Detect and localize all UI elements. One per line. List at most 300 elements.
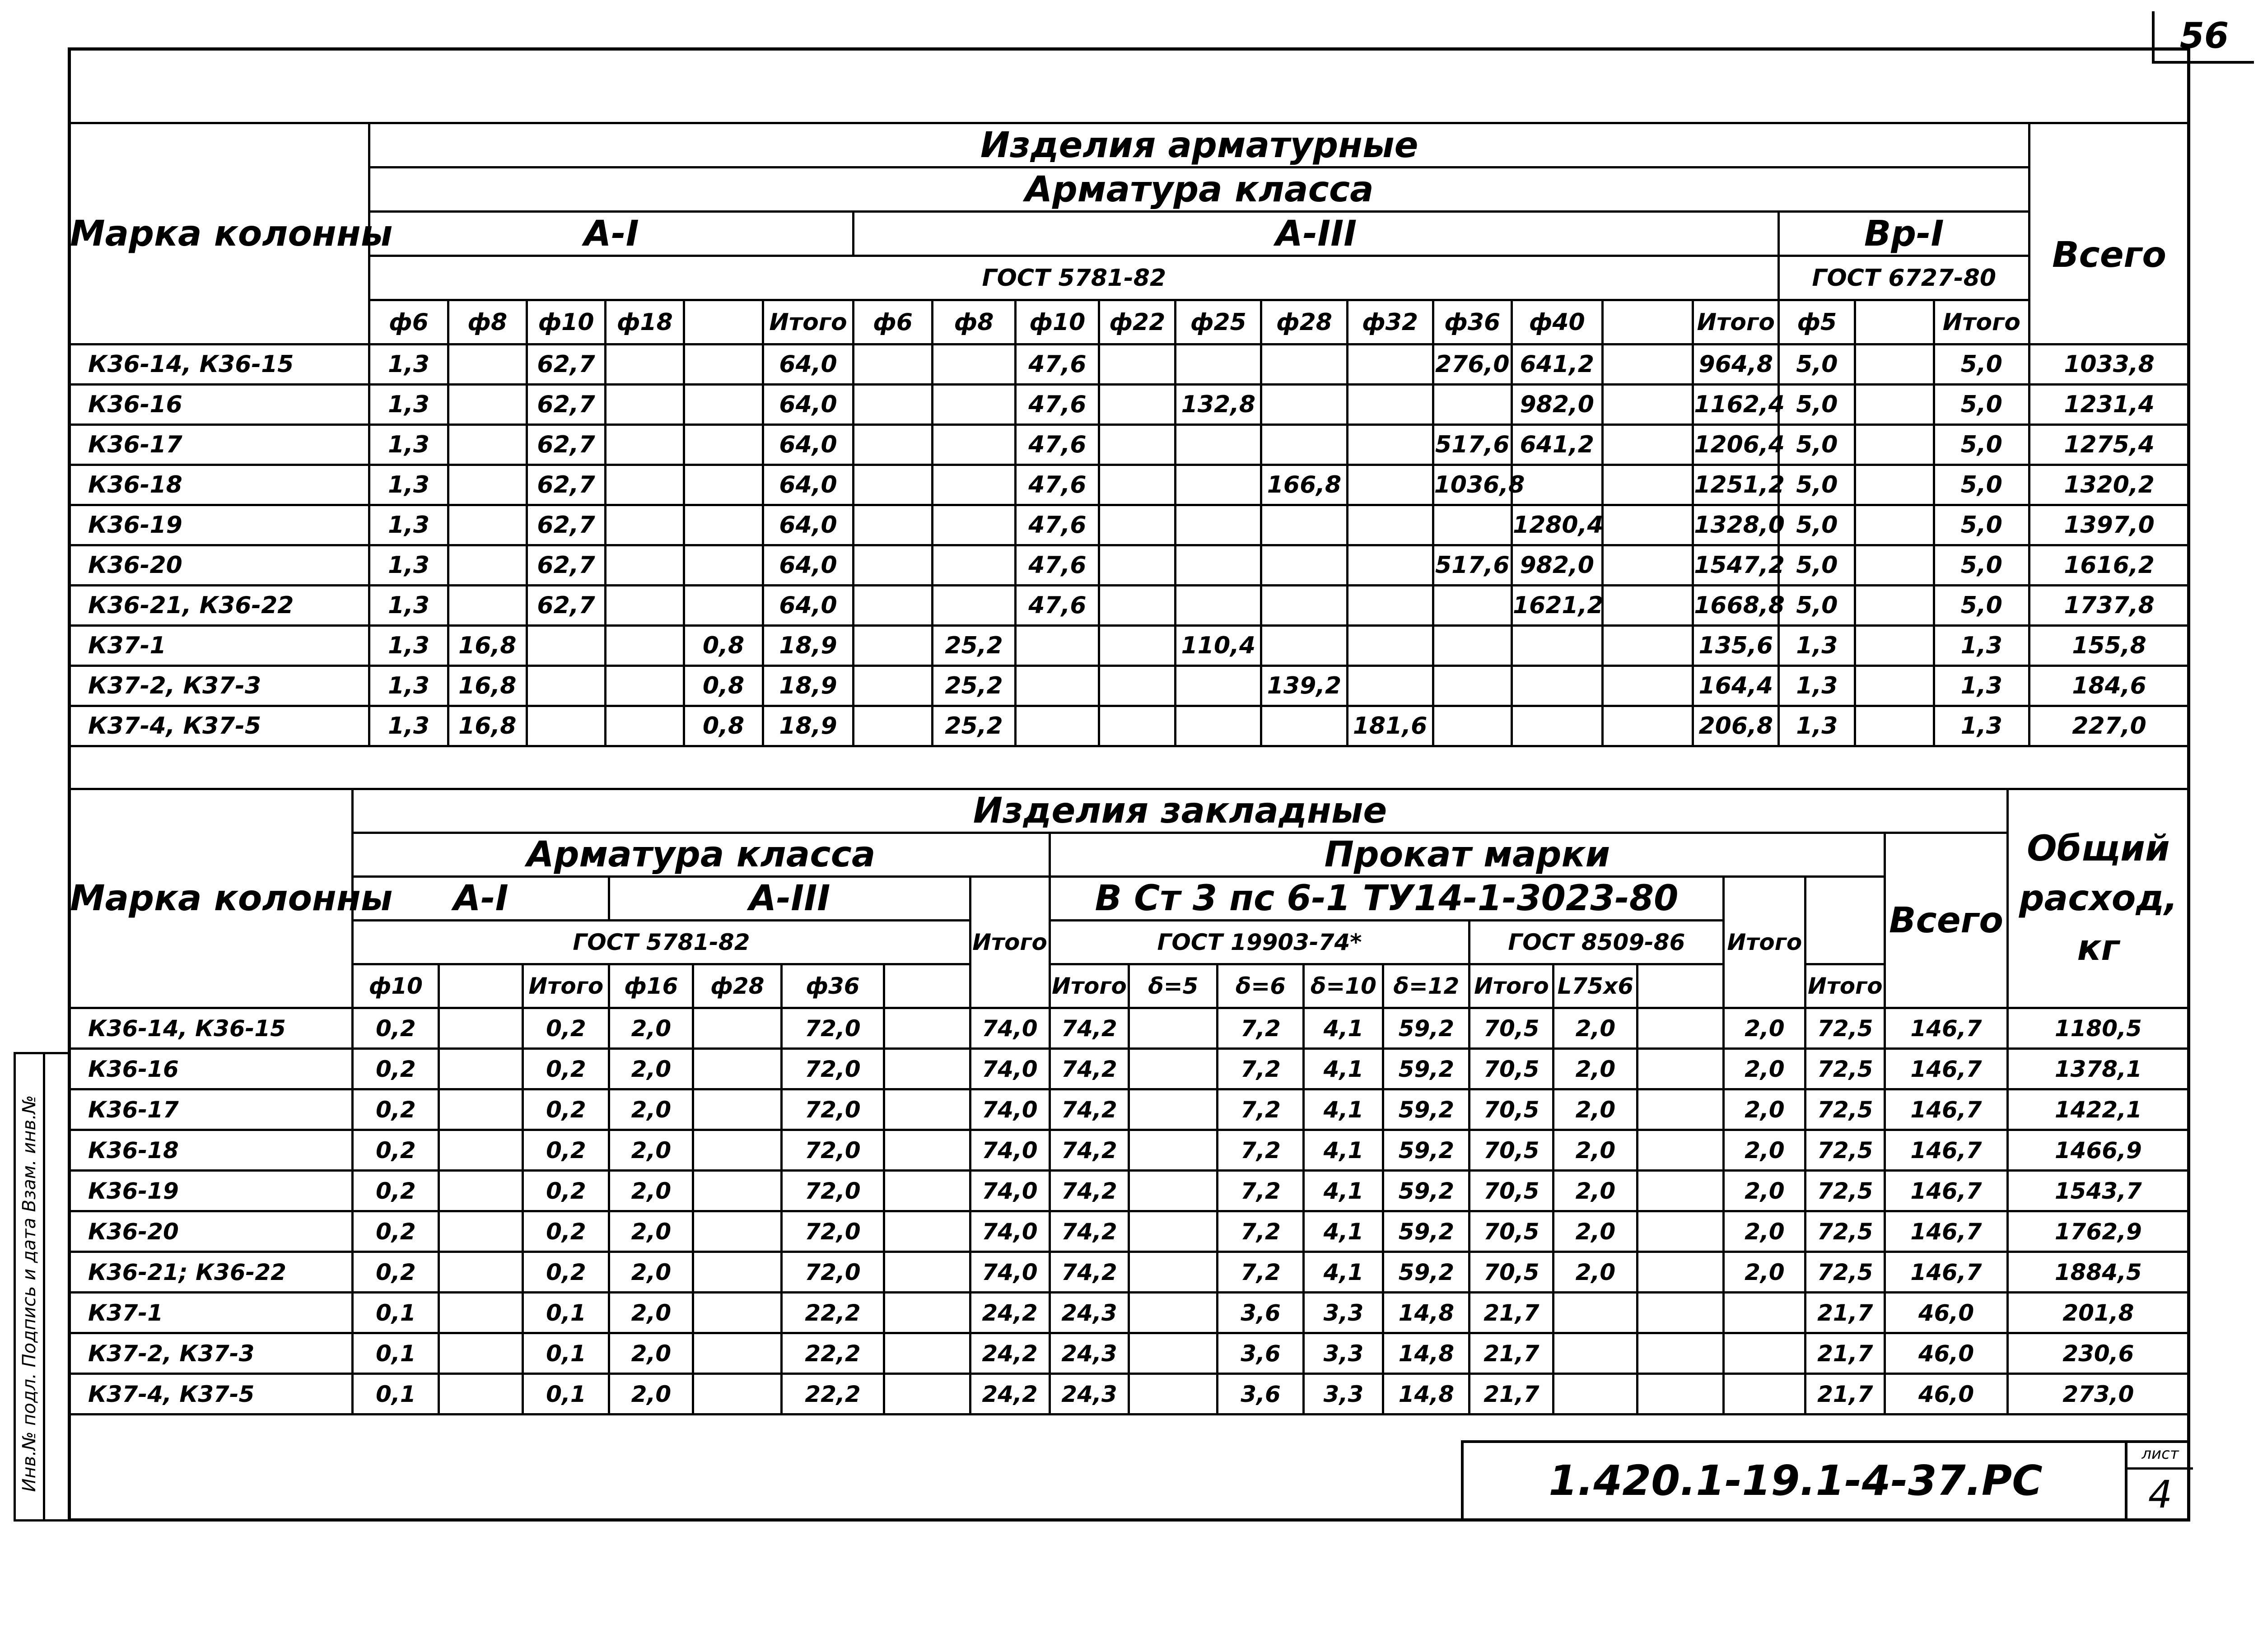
cell-value: 0,2: [523, 1130, 609, 1171]
cell-value: [1638, 1374, 1724, 1415]
cell-value: 1762,9: [2007, 1211, 2189, 1252]
cell-value: [854, 545, 932, 586]
cell-value: 0,2: [353, 1049, 439, 1089]
cell-value: [1176, 425, 1261, 465]
cell-value: [1855, 626, 1934, 666]
cell-value: 18,9: [763, 626, 854, 666]
cell-value: 7,2: [1218, 1008, 1304, 1049]
cell-value: [448, 425, 527, 465]
t2-gost-p1: ГОСТ 19903-74*: [1050, 921, 1470, 964]
cell-value: 1397,0: [2029, 505, 2189, 545]
cell-value: 25,2: [932, 626, 1016, 666]
row-mark: К36-19: [69, 505, 369, 545]
cell-value: [1638, 1130, 1724, 1171]
cell-value: 0,2: [523, 1252, 609, 1293]
cell-value: 72,0: [782, 1211, 884, 1252]
t2-itogo-p: Итого: [1724, 877, 1805, 1008]
cell-value: [884, 1130, 970, 1171]
cell-value: 59,2: [1383, 1252, 1470, 1293]
row-mark: К36-21, К36-22: [69, 586, 369, 626]
table1-col-header: ф5: [1779, 300, 1855, 344]
cell-value: 1251,2: [1693, 465, 1779, 505]
cell-value: 74,0: [970, 1252, 1050, 1293]
cell-value: 1036,8: [1433, 465, 1512, 505]
cell-value: 22,2: [782, 1374, 884, 1415]
cell-value: [884, 1171, 970, 1211]
cell-value: 4,1: [1304, 1089, 1383, 1130]
cell-value: 1378,1: [2007, 1049, 2189, 1089]
cell-value: 64,0: [763, 545, 854, 586]
cell-value: [1433, 505, 1512, 545]
cell-value: [606, 706, 684, 746]
sheet-corner-number: 56: [2152, 11, 2254, 64]
cell-value: 64,0: [763, 465, 854, 505]
cell-value: 59,2: [1383, 1049, 1470, 1089]
cell-value: [932, 385, 1016, 425]
cell-value: 2,0: [609, 1252, 693, 1293]
cell-value: 1,3: [369, 465, 448, 505]
cell-value: [1261, 385, 1347, 425]
cell-value: [884, 1333, 970, 1374]
cell-value: 24,2: [970, 1374, 1050, 1415]
cell-value: [684, 344, 763, 385]
cell-value: 0,1: [353, 1374, 439, 1415]
table-row: [69, 626, 2189, 666]
cell-value: 982,0: [1512, 385, 1602, 425]
cell-value: 5,0: [1934, 465, 2029, 505]
cell-value: [1176, 465, 1261, 505]
t2-gost-a: ГОСТ 5781-82: [353, 921, 970, 964]
cell-value: [1176, 586, 1261, 626]
table2-col-header: [1638, 964, 1724, 1008]
cell-value: [693, 1333, 782, 1374]
cell-value: 2,0: [609, 1211, 693, 1252]
cell-value: 5,0: [1779, 545, 1855, 586]
cell-value: 0,8: [684, 706, 763, 746]
t1-class-vpi: Вр-I: [1779, 212, 2029, 256]
cell-value: 1466,9: [2007, 1130, 2189, 1171]
row-mark: К37-1: [69, 626, 369, 666]
cell-value: [1724, 1333, 1805, 1374]
cell-value: [854, 505, 932, 545]
cell-value: 1162,4: [1693, 385, 1779, 425]
cell-value: [1638, 1171, 1724, 1211]
table1-col-header: ф22: [1099, 300, 1176, 344]
cell-value: [693, 1130, 782, 1171]
cell-value: 2,0: [609, 1293, 693, 1333]
cell-value: 7,2: [1218, 1211, 1304, 1252]
cell-value: 1668,8: [1693, 586, 1779, 626]
cell-value: 7,2: [1218, 1171, 1304, 1211]
cell-value: [1433, 666, 1512, 706]
cell-value: [1016, 706, 1099, 746]
cell-value: 72,5: [1805, 1211, 1885, 1252]
cell-value: 132,8: [1176, 385, 1261, 425]
cell-value: 0,1: [523, 1374, 609, 1415]
cell-value: 59,2: [1383, 1130, 1470, 1171]
table-row: [69, 1333, 2189, 1374]
table2-col-header: ф16: [609, 964, 693, 1008]
cell-value: [1129, 1130, 1218, 1171]
cell-value: [693, 1008, 782, 1049]
cell-value: 0,2: [353, 1171, 439, 1211]
cell-value: 1,3: [369, 505, 448, 545]
cell-value: 4,1: [1304, 1049, 1383, 1089]
cell-value: 0,2: [353, 1130, 439, 1171]
cell-value: [1724, 1374, 1805, 1415]
cell-value: [527, 666, 605, 706]
cell-value: [448, 586, 527, 626]
cell-value: [439, 1211, 523, 1252]
cell-value: 62,7: [527, 425, 605, 465]
cell-value: [1855, 586, 1934, 626]
cell-value: 7,2: [1218, 1049, 1304, 1089]
cell-value: 0,2: [523, 1008, 609, 1049]
cell-value: 2,0: [609, 1130, 693, 1171]
cell-value: 47,6: [1016, 465, 1099, 505]
cell-value: 110,4: [1176, 626, 1261, 666]
cell-value: 1884,5: [2007, 1252, 2189, 1293]
cell-value: 0,1: [523, 1293, 609, 1333]
cell-value: 2,0: [609, 1333, 693, 1374]
cell-value: [448, 385, 527, 425]
cell-value: [684, 505, 763, 545]
cell-value: 146,7: [1885, 1211, 2007, 1252]
cell-value: 1,3: [1934, 626, 2029, 666]
cell-value: 46,0: [1885, 1333, 2007, 1374]
cell-value: [1602, 666, 1693, 706]
cell-value: 1737,8: [2029, 586, 2189, 626]
cell-value: [932, 505, 1016, 545]
cell-value: [1602, 505, 1693, 545]
cell-value: 70,5: [1470, 1171, 1554, 1211]
t2-subgroup-p: Прокат марки: [1050, 833, 1885, 877]
cell-value: [1176, 666, 1261, 706]
cell-value: 3,3: [1304, 1293, 1383, 1333]
cell-value: [693, 1089, 782, 1130]
cell-value: [439, 1252, 523, 1293]
cell-value: [854, 626, 932, 666]
table1-col-header: ф8: [448, 300, 527, 344]
cell-value: [1261, 586, 1347, 626]
cell-value: 21,7: [1805, 1293, 1885, 1333]
cell-value: 7,2: [1218, 1130, 1304, 1171]
table-row: [69, 1049, 2189, 1089]
cell-value: [1554, 1333, 1638, 1374]
table-row: [69, 344, 2189, 385]
cell-value: [1602, 425, 1693, 465]
cell-value: 2,0: [1724, 1089, 1805, 1130]
cell-value: 2,0: [1554, 1211, 1638, 1252]
t2-mark-header: Марка колонны: [69, 789, 353, 1008]
cell-value: [606, 666, 684, 706]
cell-value: 25,2: [932, 706, 1016, 746]
table1-col-header: ф10: [527, 300, 605, 344]
cell-value: [1099, 385, 1176, 425]
cell-value: 3,6: [1218, 1293, 1304, 1333]
cell-value: 0,2: [523, 1171, 609, 1211]
cell-value: 964,8: [1693, 344, 1779, 385]
cell-value: 5,0: [1934, 545, 2029, 586]
cell-value: [1176, 344, 1261, 385]
row-mark: К36-18: [69, 1130, 353, 1171]
cell-value: [884, 1008, 970, 1049]
cell-value: [1129, 1171, 1218, 1211]
cell-value: 16,8: [448, 706, 527, 746]
cell-value: 46,0: [1885, 1374, 2007, 1415]
cell-value: [684, 425, 763, 465]
table-row: [69, 1008, 2189, 1049]
cell-value: 1543,7: [2007, 1171, 2189, 1211]
cell-value: [1099, 425, 1176, 465]
cell-value: 59,2: [1383, 1089, 1470, 1130]
cell-value: 62,7: [527, 505, 605, 545]
cell-value: [1099, 505, 1176, 545]
cell-value: 0,8: [684, 666, 763, 706]
embedded-items-table: [68, 788, 2190, 1415]
cell-value: [439, 1130, 523, 1171]
cell-value: [1099, 465, 1176, 505]
cell-value: 74,2: [1050, 1130, 1129, 1171]
cell-value: 2,0: [1724, 1130, 1805, 1171]
cell-value: 1,3: [1779, 666, 1855, 706]
cell-value: [1129, 1008, 1218, 1049]
row-mark: К37-1: [69, 1293, 353, 1333]
t2-gost-p2: ГОСТ 8509-86: [1470, 921, 1724, 964]
cell-value: [684, 545, 763, 586]
cell-value: [1638, 1049, 1724, 1089]
cell-value: 1,3: [369, 344, 448, 385]
row-mark: К36-18: [69, 465, 369, 505]
table-row: [69, 706, 2189, 746]
table2-col-header: ф36: [782, 964, 884, 1008]
cell-value: [1724, 1293, 1805, 1333]
cell-value: 1180,5: [2007, 1008, 2189, 1049]
cell-value: 64,0: [763, 385, 854, 425]
cell-value: [884, 1293, 970, 1333]
cell-value: 1,3: [1779, 626, 1855, 666]
cell-value: 18,9: [763, 666, 854, 706]
cell-value: 72,0: [782, 1171, 884, 1211]
cell-value: [1602, 545, 1693, 586]
cell-value: 72,0: [782, 1089, 884, 1130]
cell-value: [1855, 666, 1934, 706]
cell-value: 5,0: [1779, 465, 1855, 505]
table-row: [69, 1089, 2189, 1130]
cell-value: 3,3: [1304, 1333, 1383, 1374]
cell-value: [932, 545, 1016, 586]
cell-value: 74,2: [1050, 1211, 1129, 1252]
cell-value: 72,0: [782, 1008, 884, 1049]
t2-group-header: Изделия закладные: [353, 789, 2007, 833]
cell-value: [1129, 1333, 1218, 1374]
cell-value: 1,3: [369, 626, 448, 666]
cell-value: 5,0: [1779, 586, 1855, 626]
row-mark: К36-21; К36-22: [69, 1252, 353, 1293]
cell-value: 2,0: [1724, 1171, 1805, 1211]
table-row: [69, 1252, 2189, 1293]
cell-value: 24,2: [970, 1293, 1050, 1333]
cell-value: 0,2: [353, 1089, 439, 1130]
cell-value: 72,5: [1805, 1171, 1885, 1211]
cell-value: 64,0: [763, 425, 854, 465]
cell-value: 64,0: [763, 344, 854, 385]
cell-value: [606, 545, 684, 586]
cell-value: 146,7: [1885, 1049, 2007, 1089]
cell-value: [1176, 706, 1261, 746]
table-row: [69, 666, 2189, 706]
cell-value: [448, 545, 527, 586]
cell-value: [1855, 425, 1934, 465]
cell-value: 62,7: [527, 545, 605, 586]
row-mark: К36-16: [69, 1049, 353, 1089]
table-row: [69, 505, 2189, 545]
cell-value: 22,2: [782, 1333, 884, 1374]
cell-value: [448, 465, 527, 505]
table2-col-header: Итого: [1050, 964, 1129, 1008]
cell-value: 139,2: [1261, 666, 1347, 706]
cell-value: 155,8: [2029, 626, 2189, 666]
cell-value: 5,0: [1934, 505, 2029, 545]
cell-value: [1512, 706, 1602, 746]
cell-value: [1602, 385, 1693, 425]
cell-value: 3,3: [1304, 1374, 1383, 1415]
cell-value: [1129, 1293, 1218, 1333]
cell-value: 7,2: [1218, 1252, 1304, 1293]
cell-value: 21,7: [1805, 1374, 1885, 1415]
cell-value: 1,3: [369, 666, 448, 706]
cell-value: [1638, 1008, 1724, 1049]
cell-value: 59,2: [1383, 1008, 1470, 1049]
t1-gost-a: ГОСТ 5781-82: [369, 256, 1779, 300]
cell-value: [693, 1049, 782, 1089]
cell-value: [1016, 666, 1099, 706]
cell-value: [854, 666, 932, 706]
table1-col-header: Итого: [763, 300, 854, 344]
cell-value: [439, 1374, 523, 1415]
table1-col-header: ф40: [1512, 300, 1602, 344]
cell-value: 0,1: [523, 1333, 609, 1374]
cell-value: 62,7: [527, 385, 605, 425]
document-code: 1.420.1-19.1-4-37.PC: [1461, 1440, 2127, 1522]
table1-col-header: ф36: [1433, 300, 1512, 344]
cell-value: 2,0: [1724, 1211, 1805, 1252]
cell-value: 62,7: [527, 465, 605, 505]
cell-value: 14,8: [1383, 1374, 1470, 1415]
cell-value: 72,5: [1805, 1089, 1885, 1130]
cell-value: [1638, 1293, 1724, 1333]
cell-value: [1638, 1211, 1724, 1252]
cell-value: [854, 425, 932, 465]
cell-value: 0,8: [684, 626, 763, 666]
cell-value: 1280,4: [1512, 505, 1602, 545]
cell-value: [1261, 505, 1347, 545]
t2-class-ai: А-I: [353, 877, 609, 921]
cell-value: [606, 626, 684, 666]
t2-steel-grade: В Ст 3 пс 6-1 ТУ14-1-3023-80: [1050, 877, 1724, 921]
cell-value: [1099, 344, 1176, 385]
cell-value: [1433, 586, 1512, 626]
table1-col-header: ф32: [1347, 300, 1433, 344]
cell-value: 74,0: [970, 1008, 1050, 1049]
table2-col-header: δ=5: [1129, 964, 1218, 1008]
cell-value: 59,2: [1383, 1171, 1470, 1211]
cell-value: 74,2: [1050, 1008, 1129, 1049]
table1-col-header: ф6: [854, 300, 932, 344]
t1-class-aiii: А-III: [854, 212, 1779, 256]
cell-value: 227,0: [2029, 706, 2189, 746]
cell-value: [693, 1171, 782, 1211]
table-row: [69, 1211, 2189, 1252]
cell-value: 1231,4: [2029, 385, 2189, 425]
table1-col-header: ф18: [606, 300, 684, 344]
table-row: [69, 1171, 2189, 1211]
cell-value: [1638, 1252, 1724, 1293]
cell-value: 0,1: [353, 1293, 439, 1333]
cell-value: [684, 385, 763, 425]
cell-value: [1855, 344, 1934, 385]
cell-value: [1099, 586, 1176, 626]
cell-value: [1261, 344, 1347, 385]
cell-value: 164,4: [1693, 666, 1779, 706]
cell-value: [884, 1252, 970, 1293]
cell-value: 16,8: [448, 626, 527, 666]
cell-value: [854, 706, 932, 746]
cell-value: [1602, 465, 1693, 505]
cell-value: [1347, 465, 1433, 505]
cell-value: [1347, 385, 1433, 425]
cell-value: 24,3: [1050, 1293, 1129, 1333]
cell-value: [1855, 706, 1934, 746]
cell-value: 146,7: [1885, 1252, 2007, 1293]
cell-value: [606, 586, 684, 626]
cell-value: 146,7: [1885, 1171, 2007, 1211]
cell-value: 1616,2: [2029, 545, 2189, 586]
cell-value: 276,0: [1433, 344, 1512, 385]
cell-value: 18,9: [763, 706, 854, 746]
table-row: [69, 1374, 2189, 1415]
cell-value: 14,8: [1383, 1293, 1470, 1333]
cell-value: 72,5: [1805, 1130, 1885, 1171]
cell-value: 0,2: [523, 1211, 609, 1252]
cell-value: [1016, 626, 1099, 666]
cell-value: 2,0: [609, 1089, 693, 1130]
cell-value: 0,2: [353, 1211, 439, 1252]
table-row: [69, 545, 2189, 586]
cell-value: 4,1: [1304, 1252, 1383, 1293]
cell-value: 74,0: [970, 1171, 1050, 1211]
cell-value: 70,5: [1470, 1252, 1554, 1293]
t2-class-aiii: А-III: [609, 877, 970, 921]
cell-value: 206,8: [1693, 706, 1779, 746]
sheet-number: 4: [2148, 1472, 2173, 1517]
cell-value: [932, 465, 1016, 505]
cell-value: 1275,4: [2029, 425, 2189, 465]
cell-value: [854, 465, 932, 505]
cell-value: 2,0: [1554, 1089, 1638, 1130]
row-mark: К37-2, К37-3: [69, 666, 369, 706]
cell-value: [1602, 706, 1693, 746]
cell-value: 24,2: [970, 1333, 1050, 1374]
cell-value: 2,0: [1724, 1252, 1805, 1293]
cell-value: 201,8: [2007, 1293, 2189, 1333]
cell-value: [854, 586, 932, 626]
cell-value: 2,0: [609, 1374, 693, 1415]
cell-value: [1347, 505, 1433, 545]
cell-value: 24,3: [1050, 1374, 1129, 1415]
cell-value: [1347, 545, 1433, 586]
table-row: [69, 1130, 2189, 1171]
